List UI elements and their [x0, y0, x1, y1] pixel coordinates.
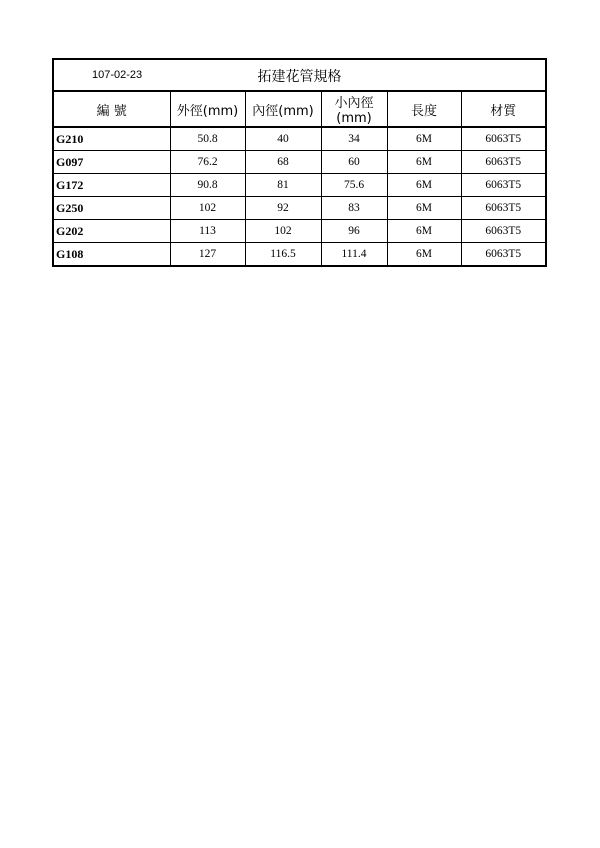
cell-small-inner-diameter: 60	[321, 151, 387, 174]
cell-small-inner-diameter: 96	[321, 220, 387, 243]
cell-length: 6M	[387, 174, 461, 197]
cell-outer-diameter: 113	[170, 220, 245, 243]
header-row	[53, 91, 546, 127]
cell-outer-diameter: 76.2	[170, 151, 245, 174]
table-row	[53, 151, 546, 174]
header-inner-diameter: 內徑(mm)	[245, 91, 321, 127]
table-row	[53, 127, 546, 151]
cell-length: 6M	[387, 197, 461, 220]
cell-outer-diameter: 50.8	[170, 127, 245, 151]
cell-small-inner-diameter: 83	[321, 197, 387, 220]
document-date: 107-02-23	[92, 69, 143, 81]
cell-inner-diameter: 116.5	[245, 243, 321, 267]
cell-inner-diameter: 81	[245, 174, 321, 197]
cell-length: 6M	[387, 220, 461, 243]
cell-code: G210	[53, 127, 170, 151]
cell-outer-diameter: 102	[170, 197, 245, 220]
cell-inner-diameter: 40	[245, 127, 321, 151]
document-title: 拓建花管規格	[257, 69, 342, 85]
table-row	[53, 243, 546, 267]
spec-table	[52, 58, 547, 267]
header-outer-diameter: 外徑(mm)	[170, 91, 245, 127]
header-material: 材質	[461, 91, 546, 127]
cell-code: G108	[53, 243, 170, 267]
cell-material: 6063T5	[461, 151, 546, 174]
cell-length: 6M	[387, 127, 461, 151]
cell-code: G250	[53, 197, 170, 220]
cell-material: 6063T5	[461, 220, 546, 243]
table-row	[53, 220, 546, 243]
cell-length: 6M	[387, 243, 461, 267]
cell-small-inner-diameter: 34	[321, 127, 387, 151]
cell-inner-diameter: 92	[245, 197, 321, 220]
cell-inner-diameter: 68	[245, 151, 321, 174]
table-row	[53, 197, 546, 220]
cell-material: 6063T5	[461, 197, 546, 220]
title-row	[53, 59, 546, 91]
cell-material: 6063T5	[461, 243, 546, 267]
spec-sheet	[52, 58, 545, 267]
cell-material: 6063T5	[461, 174, 546, 197]
header-code: 編 號	[53, 91, 170, 127]
cell-inner-diameter: 102	[245, 220, 321, 243]
cell-outer-diameter: 90.8	[170, 174, 245, 197]
cell-length: 6M	[387, 151, 461, 174]
cell-code: G172	[53, 174, 170, 197]
header-length: 長度	[387, 91, 461, 127]
cell-code: G097	[53, 151, 170, 174]
cell-code: G202	[53, 220, 170, 243]
cell-small-inner-diameter: 111.4	[321, 243, 387, 267]
cell-outer-diameter: 127	[170, 243, 245, 267]
table-row	[53, 174, 546, 197]
cell-material: 6063T5	[461, 127, 546, 151]
cell-small-inner-diameter: 75.6	[321, 174, 387, 197]
header-small-inner-diameter: 小內徑(mm)	[321, 91, 387, 127]
